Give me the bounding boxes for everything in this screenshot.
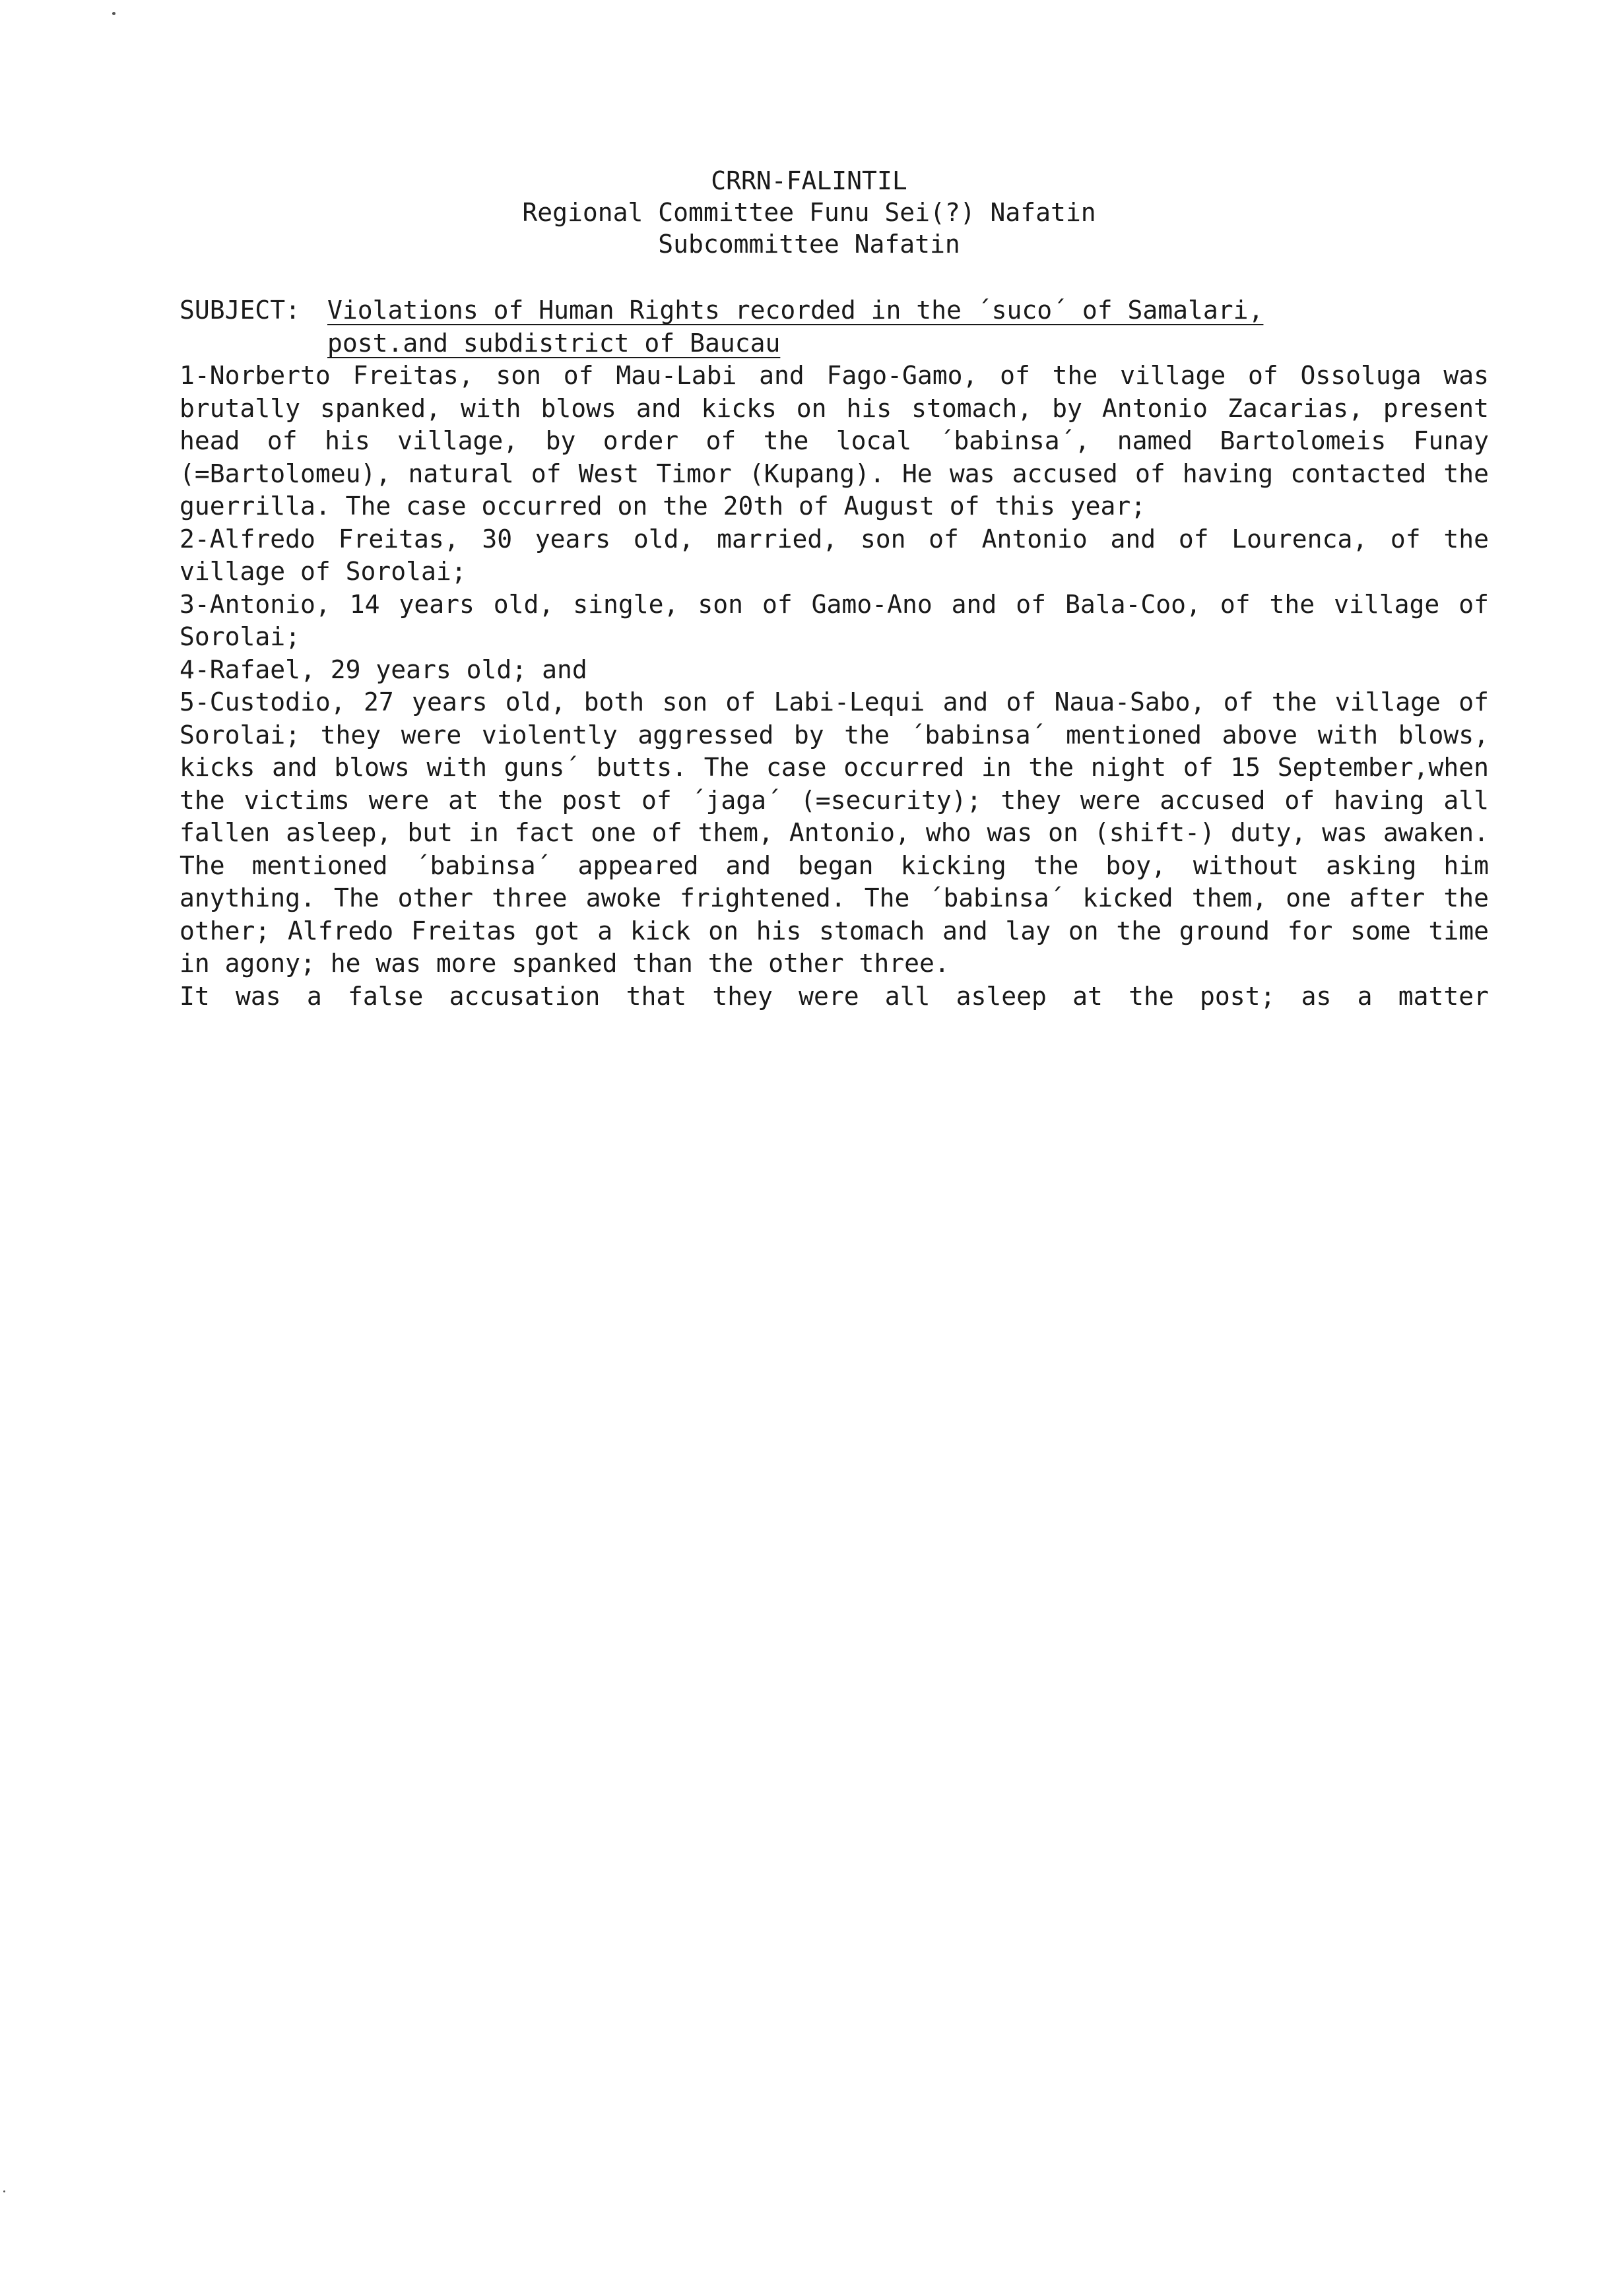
scan-speck [112,12,115,15]
document-header [0,165,1605,260]
paragraph: 5-Custodio, 27 years old, both son of Labi-Lequi and of Naua-Sabo, of the village of Sorolai; they were violently aggressed by the ´babinsa´ mentioned above with blows, kicks and blows with guns´ butts. The case occurred in the night of 15 September,when the victims were at the post of ´jaga´ (=security); they were accused of having all fallen asleep, but in fact one of them, Antonio, who was on (shift-) duty, was awaken. The mentioned ´babinsa´ appeared and began kicking the boy, without asking him anything. The other three awoke frightened. The ´babinsa´ kicked them, one after the other; Alfredo Freitas got a kick on his stomach and lay on the ground for some time in agony; he was more spanked than the other three. [180,687,1489,978]
subject-text: Violations of Human Rights recorded in the ´suco´ of Samalari, [327,296,1264,325]
subject-label: SUBJECT: [180,296,301,325]
subject-line [180,294,1489,327]
paragraph: It was a false accusation that they were all asleep at the post; as a matter [180,981,1489,1011]
subcommittee-name: Subcommittee Nafatin [658,230,960,259]
document-body [180,294,1489,1013]
committee-name: Regional Committee Funu Sei(?) Nafatin [522,198,1096,227]
subject-text-continued: post.and subdistrict of Baucau [327,328,781,358]
paragraph: 2-Alfredo Freitas, 30 years old, married, son of Antonio and of Lourenca, of the village of Sorolai; [180,524,1489,586]
subject-line-continued [180,327,1489,360]
paragraph: 3-Antonio, 14 years old, single, son of Gamo-Ano and of Bala-Coo, of the village of Sorolai; [180,589,1489,651]
paragraph: 1-Norberto Freitas, son of Mau-Labi and Fago-Gamo, of the village of Ossoluga was brutally spanked, with blows and kicks on his stomach, by Antonio Zacarias, present head of his village, by order of the local ´babinsa´, named Bartolomeis Funay (=Bartolomeu), natural of West Timor (Kupang). He was accused of having contacted the guerrilla. The case occurred on the 20th of August of this year; [180,361,1489,521]
organization-name: CRRN-FALINTIL [711,166,907,195]
scan-speck [3,2190,5,2192]
paragraph: 4-Rafael, 29 years old; and [180,654,587,684]
